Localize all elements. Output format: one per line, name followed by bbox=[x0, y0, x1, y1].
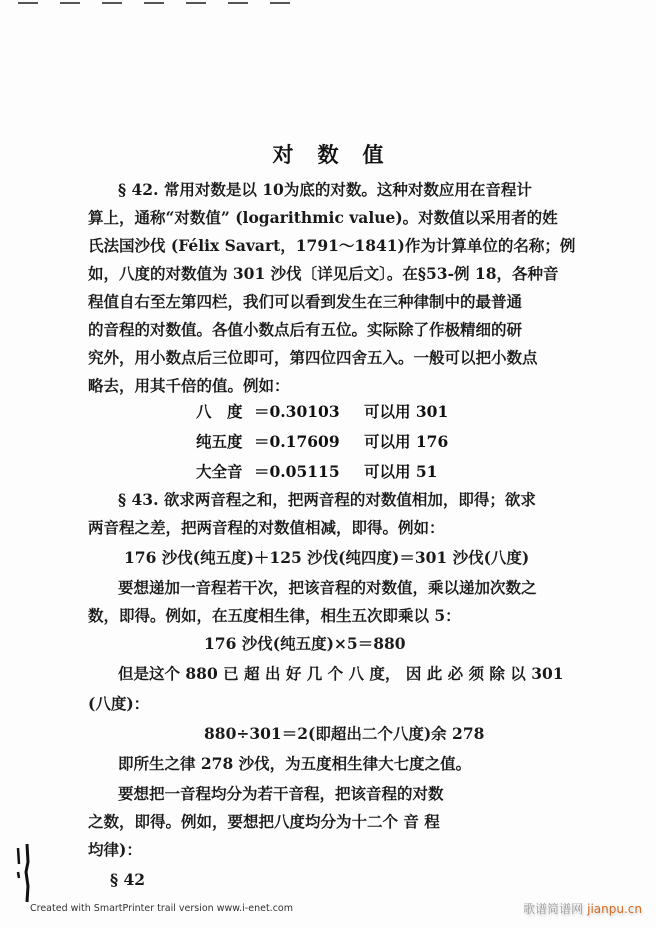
text-line: 要想把一音程均分为若干音程，把该音程的对数 bbox=[118, 784, 444, 803]
equation-line: 880÷301＝2(即超出二个八度)余 278 bbox=[204, 724, 485, 743]
text-line: 算上，通称“对数值” (logarithmic value)。对数值以采用者的姓 bbox=[88, 208, 558, 227]
text-line: 究外，用小数点后三位即可，第四位四舍五入。一般可以把小数点 bbox=[88, 348, 538, 367]
table-row bbox=[196, 398, 448, 426]
edge-mark bbox=[186, 2, 206, 4]
printer-watermark: Created with SmartPrinter trail version www.i-enet.com bbox=[30, 903, 293, 914]
margin-scan-marks bbox=[14, 842, 36, 906]
edge-mark bbox=[18, 2, 38, 4]
equation-line: 176 沙伐(纯五度)×5＝880 bbox=[204, 634, 406, 653]
site-watermark bbox=[523, 900, 642, 917]
interval-name: 大全音 bbox=[196, 462, 243, 481]
log-value: ＝0.05115 bbox=[254, 462, 340, 481]
text-line: 氏法国沙伐 (Félix Savart，1791～1841)作为计算单位的名称；例 bbox=[88, 236, 576, 255]
rounded-value: 可以用 301 bbox=[364, 402, 449, 421]
section-ref: § 42 bbox=[110, 870, 146, 889]
table-row bbox=[196, 428, 448, 456]
text-line: 的音程的对数值。各值小数点后有五位。实际除了作极精细的研 bbox=[88, 320, 523, 339]
text-line: § 43. 欲求两音程之和，把两音程的对数值相加，即得；欲求 bbox=[118, 490, 536, 509]
text-line: 略去，用其千倍的值。例如： bbox=[88, 376, 290, 395]
text-line: § 42. 常用对数是以 10为底的对数。这种对数应用在音程计 bbox=[118, 180, 532, 199]
text-line: 但是这个 880 已 超 出 好 几 个 八 度， 因 此 必 须 除 以 301 bbox=[118, 664, 564, 683]
equation-line: 176 沙伐(纯五度)＋125 沙伐(纯四度)＝301 沙伐(八度) bbox=[124, 548, 530, 567]
edge-mark bbox=[60, 2, 80, 4]
site-watermark-url: jianpu.cn bbox=[587, 902, 642, 916]
text-line: (八度)： bbox=[88, 694, 150, 713]
text-line: 均律)： bbox=[88, 840, 142, 859]
interval-name: 八 度 bbox=[196, 402, 243, 421]
text-line: 即所生之律 278 沙伐，为五度相生律大七度之值。 bbox=[118, 754, 472, 773]
table-row bbox=[196, 458, 437, 486]
text-line: 要想递加一音程若干次，把该音程的对数值，乘以递加次数之 bbox=[118, 578, 537, 597]
text-line: 两音程之差，把两音程的对数值相减，即得。例如： bbox=[88, 518, 445, 537]
site-watermark-cn: 歌谱简谱网 bbox=[523, 902, 584, 916]
text-line: 数，即得。例如，在五度相生律，相生五次即乘以 5： bbox=[88, 606, 461, 625]
edge-mark bbox=[228, 2, 248, 4]
edge-mark bbox=[144, 2, 164, 4]
rounded-value: 可以用 51 bbox=[364, 462, 438, 481]
text-line: 之数，即得。例如，要想把八度均分为十二个 音 程 bbox=[88, 812, 440, 831]
edge-mark bbox=[270, 2, 290, 4]
rounded-value: 可以用 176 bbox=[364, 432, 449, 451]
log-value: ＝0.17609 bbox=[254, 432, 340, 451]
text-line: 如，八度的对数值为 301 沙伐〔详见后文〕。在§53-例 18，各种音 bbox=[88, 264, 559, 283]
text-line: 程值自右至左第四栏，我们可以看到发生在三种律制中的最普通 bbox=[88, 292, 523, 311]
log-value: ＝0.30103 bbox=[254, 402, 340, 421]
edge-mark bbox=[102, 2, 122, 4]
page-title: 对数值 bbox=[272, 142, 408, 167]
top-edge-marks bbox=[18, 2, 290, 4]
interval-name: 纯五度 bbox=[196, 432, 243, 451]
